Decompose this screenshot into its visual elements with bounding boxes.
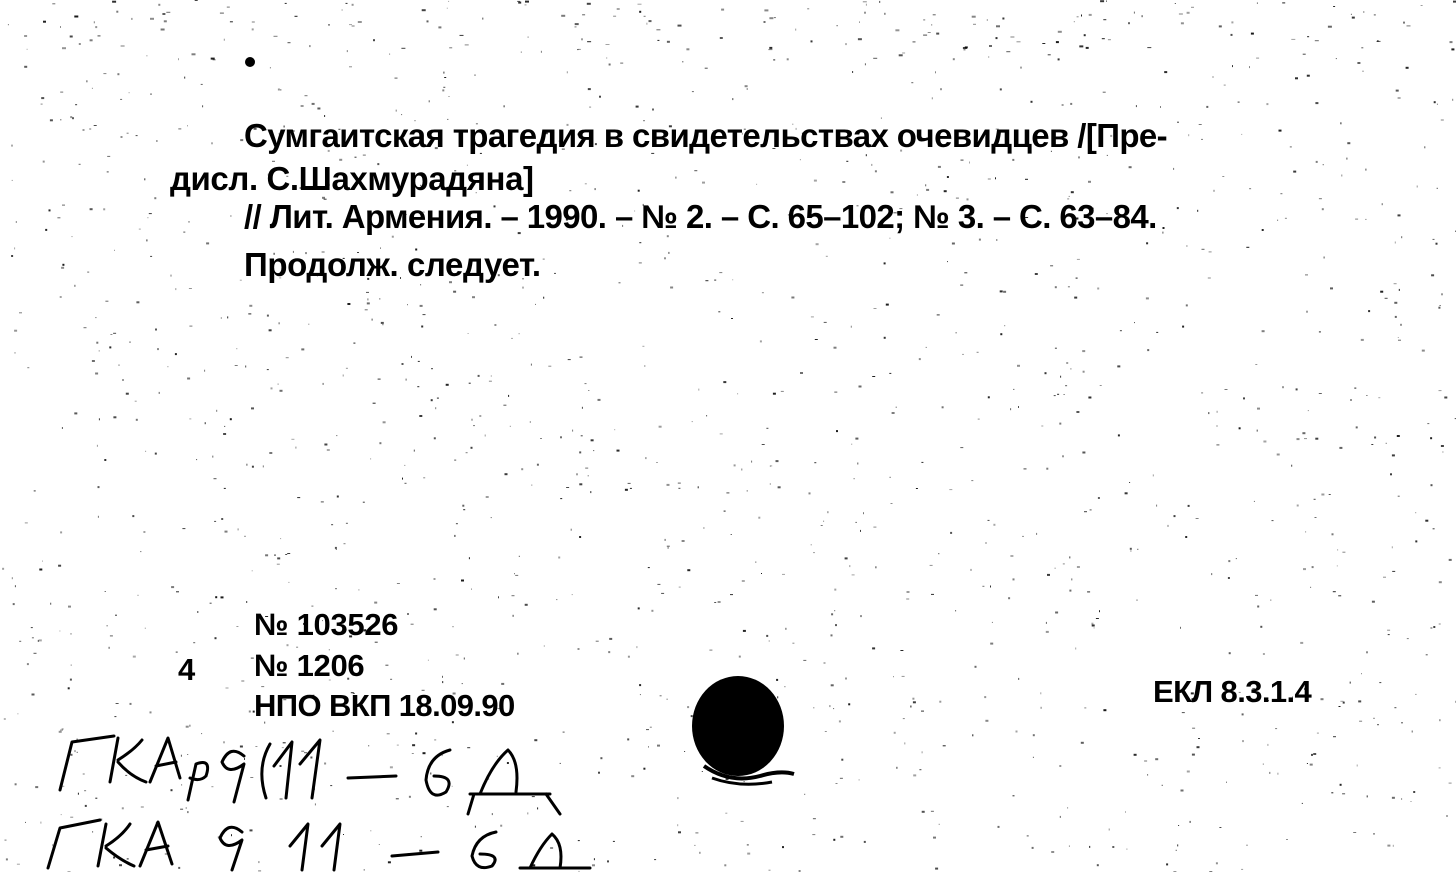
side-digit: 4	[178, 652, 196, 687]
title-line: Сумгаитская трагедия в свидетельствах очевидцев /[Пре-	[244, 117, 1168, 154]
source-line: // Лит. Армения. – 1990. – № 2. – С. 65–102; № 3. – С. 63–84.	[244, 198, 1157, 235]
continuation-note: Продолж. следует.	[244, 246, 541, 283]
handwritten-shelfmark-signature	[30, 720, 630, 872]
classification-code: ЕКЛ 8.3.1.4	[1153, 674, 1312, 709]
issuer-date: НПО ВКП 18.09.90	[254, 688, 515, 723]
record-number: № 1206	[254, 648, 365, 683]
preface-line: дисл. С.Шахмурадяна]	[170, 160, 534, 197]
hole-smudge	[690, 752, 810, 792]
accession-number: № 103526	[254, 607, 399, 642]
